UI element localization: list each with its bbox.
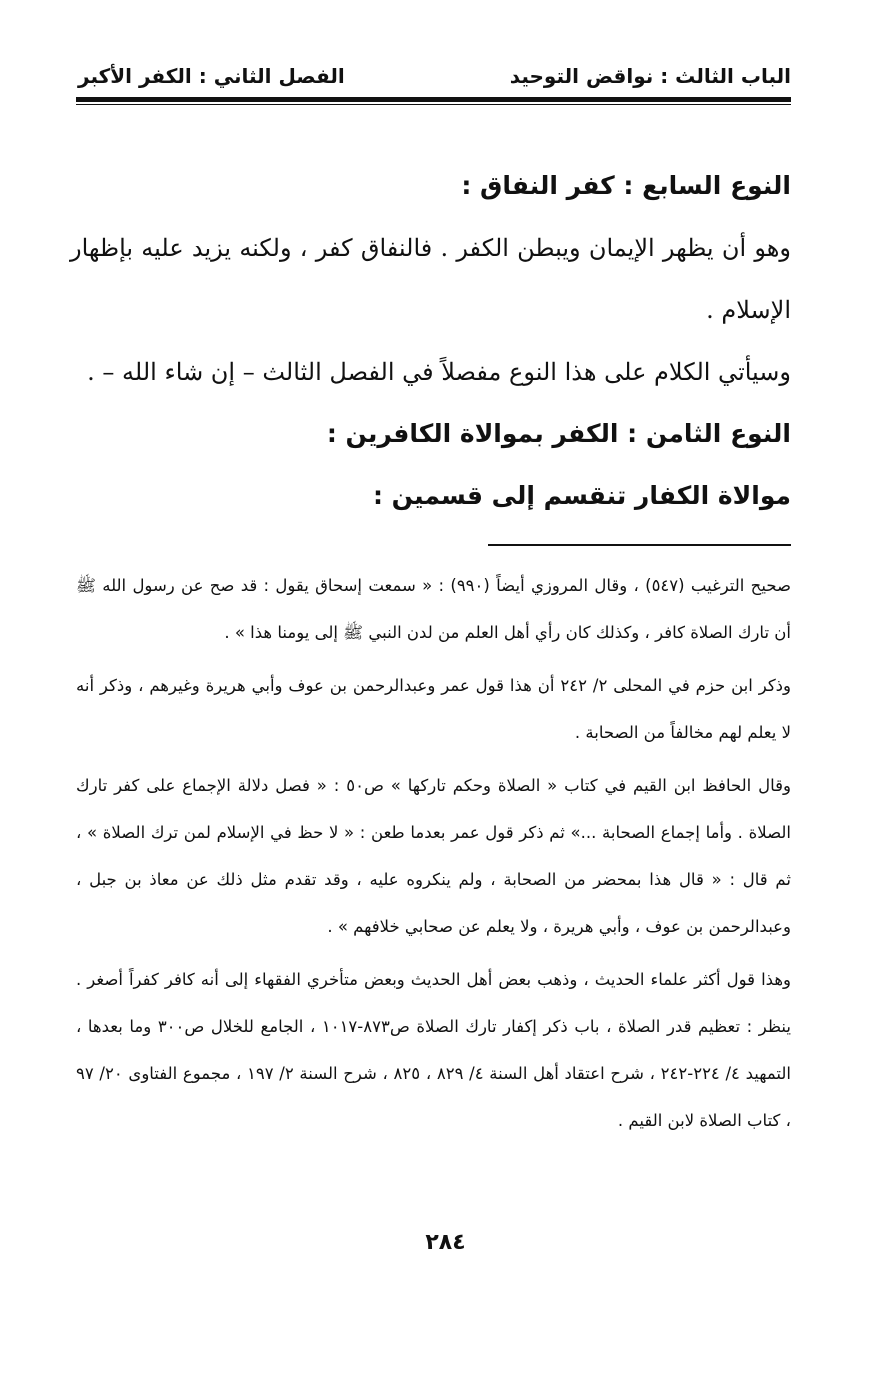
footnotes [76, 562, 791, 1150]
footnote-separator [488, 544, 791, 546]
paragraph-nifaq: وهو أن يظهر الإيمان ويبطن الكفر . فالنفاق كفر ، ولكنه يزيد عليه بإظهار الإسلام . [70, 234, 791, 324]
header-rule-thin [76, 104, 791, 105]
page-number: ٢٨٤ [425, 1230, 466, 1255]
footnote-paragraph: صحيح الترغيب (٥٤٧) ، وقال المروزي أيضاً (٩٩٠) : « سمعت إسحاق يقول : قد صح عن رسول الله ﷺ أن تارك الصلاة كافر ، وكذلك كان رأي أهل العلم من لدن النبي ﷺ إلى يومنا هذا » . [76, 576, 791, 642]
header-chapter-title: الفصل الثاني : الكفر الأكبر [78, 64, 345, 88]
footnote-paragraph: وهذا قول أكثر علماء الحديث ، وذهب بعض أهل الحديث وبعض متأخري الفقهاء إلى أنه كافر كفراً أصغر . ينظر : تعظيم قدر الصلاة ، باب ذكر إكفار تارك الصلاة ص٨٧٣-١٠١٧ ، الجامع للخلال ص٣٠٠ وما بعدها ، التمهيد ٤/ ٢٢٤-٢٤٢ ، شرح اعتقاد أهل السنة ٤/ ٨٢٩ ، ٨٢٥ ، شرح السنة ٢/ ١٩٧ ، مجموع الفتاوى ٢٠/ ٩٧ ، كتاب الصلاة لابن القيم . [76, 970, 791, 1130]
running-header [78, 58, 791, 94]
paragraph-muwalat: موالاة الكفار تنقسم إلى قسمين : [372, 481, 791, 510]
section-heading-eighth: النوع الثامن : الكفر بموالاة الكافرين : [326, 419, 791, 448]
main-text [70, 155, 791, 527]
header-part-title: الباب الثالث : نواقض التوحيد [509, 64, 791, 88]
paragraph-later-reference: وسيأتي الكلام على هذا النوع مفصلاً في الفصل الثالث – إن شاء الله – . [87, 358, 791, 386]
section-heading-seventh: النوع السابع : كفر النفاق : [461, 171, 791, 200]
footnote-paragraph: وقال الحافظ ابن القيم في كتاب « الصلاة وحكم تاركها » ص٥٠ : « فصل دلالة الإجماع على كفر تارك الصلاة . وأما إجماع الصحابة ...» ثم ذكر قول عمر بعدما طعن : « لا حظ في الإسلام لمن ترك الصلاة » ، ثم قال : « قال هذا بمحضر من الصحابة ، ولم ينكروه عليه ، وقد تقدم مثل ذلك عن معاذ بن جبل ، وعبدالرحمن بن عوف ، وأبي هريرة ، ولا يعلم عن صحابي خلافهم » . [76, 776, 791, 936]
footnote-paragraph: وذكر ابن حزم في المحلى ٢/ ٢٤٢ أن هذا قول عمر وعبدالرحمن بن عوف وأبي هريرة وغيرهم ، وذكر أنه لا يعلم لهم مخالفاً من الصحابة . [76, 676, 792, 742]
header-rule [76, 97, 791, 102]
